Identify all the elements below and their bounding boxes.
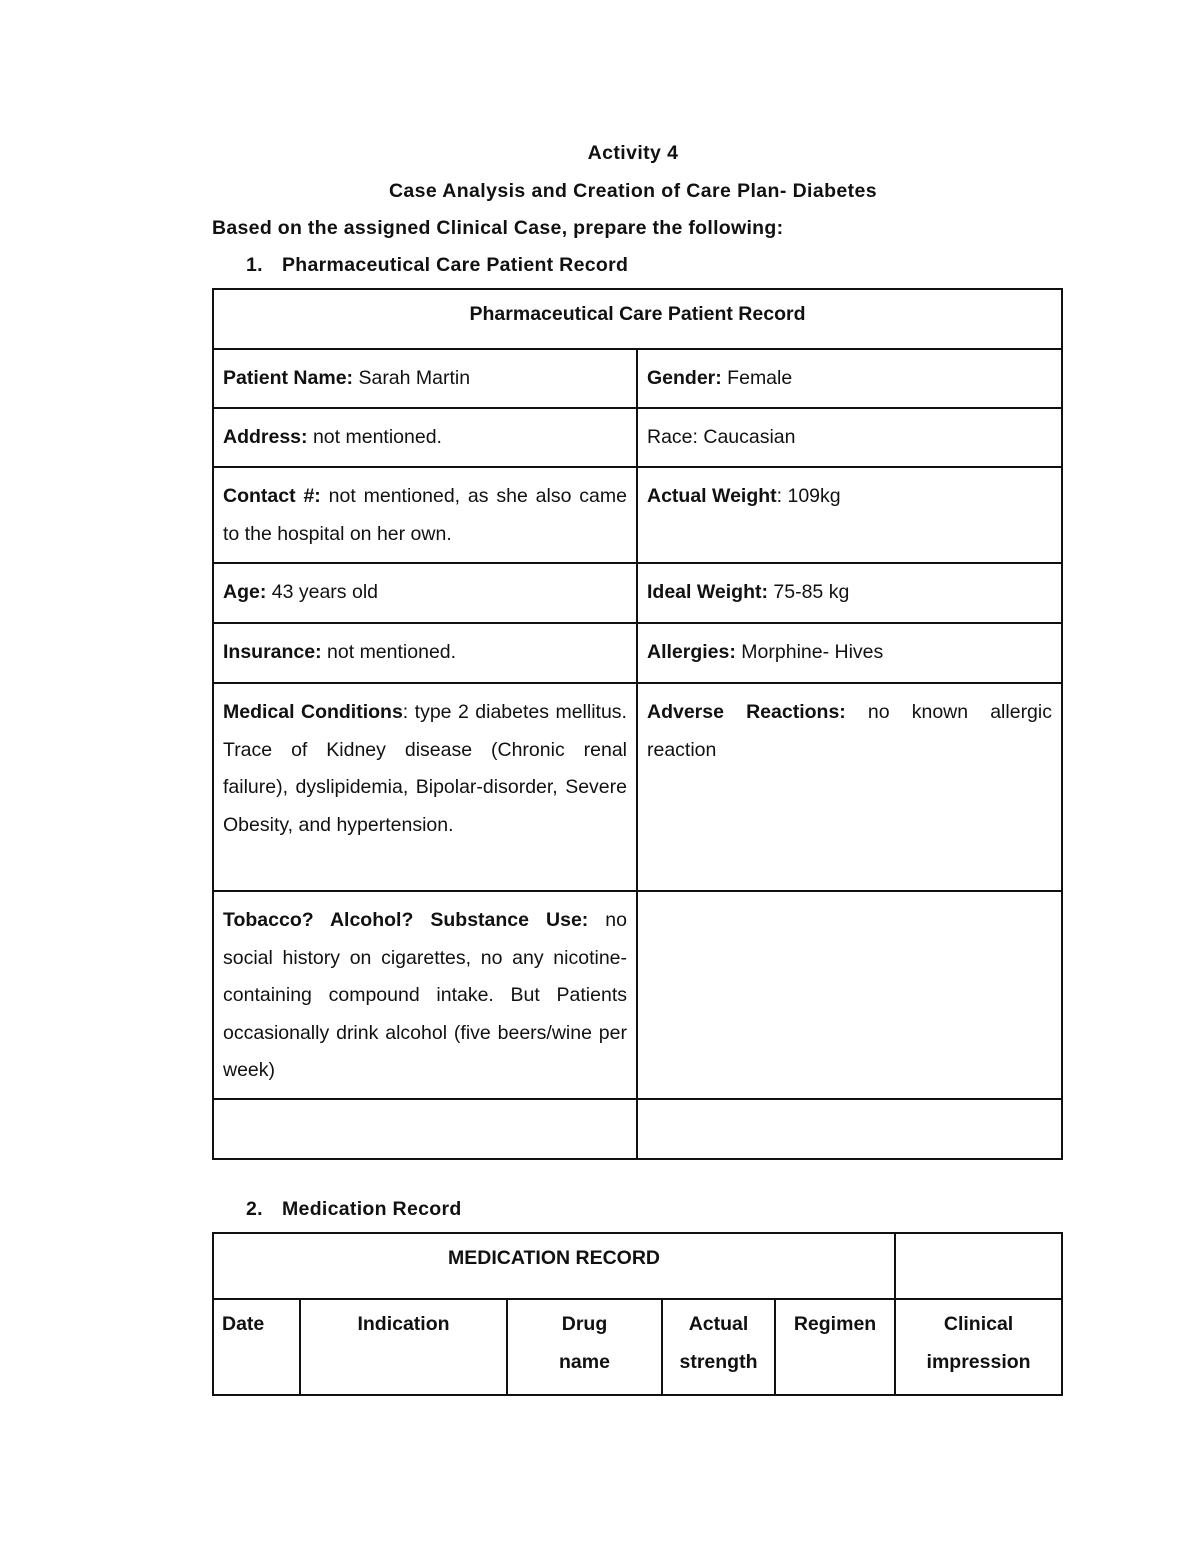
age-cell (213, 563, 637, 623)
instructions-text: Based on the assigned Clinical Case, prepare the following: (212, 217, 784, 239)
patient-name-cell (213, 349, 637, 408)
field-value: not mentioned. (307, 426, 442, 448)
column-header-regimen: Regimen (775, 1299, 895, 1395)
column-header-actual-strength: Actual strength (662, 1299, 775, 1395)
activity-subtitle: Case Analysis and Creation of Care Plan- Diabetes (388, 180, 878, 202)
column-header-drug-name (507, 1299, 662, 1395)
section-title: Pharmaceutical Care Patient Record (282, 254, 629, 276)
column-header-text: Clinical impression (926, 1313, 1031, 1373)
medication-record-header: MEDICATION RECORD (213, 1233, 895, 1299)
field-value: no social history on cigarettes, no any nicotine- containing compound intake. But Patients occasionally drink alcohol (five beers/wine per week) (223, 909, 627, 1081)
field-value: : 109kg (776, 485, 841, 507)
field-value: Morphine- Hives (735, 641, 884, 663)
actual-weight-cell (637, 467, 1062, 563)
section-number: 1. (246, 254, 263, 276)
field-label: Adverse Reactions: (647, 701, 846, 723)
field-value: 75-85 kg (767, 581, 850, 603)
field-value: no known allergic reaction (647, 701, 1052, 761)
column-header-date: Date (213, 1299, 300, 1395)
patient-record-header: Pharmaceutical Care Patient Record (213, 289, 1062, 349)
field-value: Sarah Martin (353, 367, 471, 389)
field-label: Contact #: (223, 485, 321, 507)
section-title: Medication Record (282, 1198, 462, 1220)
empty-cell (637, 891, 1062, 1099)
empty-cell (637, 1099, 1062, 1159)
field-label: Gender: (647, 367, 722, 389)
empty-cell (895, 1233, 1062, 1299)
field-value: : type 2 diabetes mellitus. Trace of Kidney disease (Chronic renal failure), dyslipidemia, Bipolar-disorder, Severe Obesity, and hypertension. (223, 701, 627, 836)
allergies-cell (637, 623, 1062, 683)
race-cell (637, 408, 1062, 467)
field-value: Race: Caucasian (647, 426, 796, 448)
field-label: Ideal Weight: (647, 581, 768, 603)
field-value: not mentioned, as she also came to the hospital on her own. (223, 485, 627, 545)
substance-use-cell (213, 891, 637, 1099)
field-label: Patient Name: (223, 367, 354, 389)
field-value: Female (721, 367, 793, 389)
section-heading-patient-record (246, 254, 628, 277)
insurance-cell (213, 623, 637, 683)
field-label: Age: (223, 581, 267, 603)
gender-cell (637, 349, 1062, 408)
medical-conditions-cell (213, 683, 637, 891)
column-header-clinical-impression (895, 1299, 1062, 1395)
field-label: Medical Conditions (223, 701, 403, 723)
field-label: Allergies: (647, 641, 736, 663)
address-cell (213, 408, 637, 467)
field-label: Address: (223, 426, 308, 448)
contact-cell (213, 467, 637, 563)
field-value: 43 years old (266, 581, 378, 603)
field-label: Insurance: (223, 641, 322, 663)
field-label: Tobacco? Alcohol? Substance Use: (223, 909, 589, 931)
section-heading-medication-record (246, 1198, 462, 1221)
field-value: not mentioned. (321, 641, 457, 663)
column-header-indication: Indication (300, 1299, 507, 1395)
medication-record-table (212, 1232, 1063, 1396)
empty-cell (213, 1099, 637, 1159)
column-header-text: Drug name (559, 1313, 610, 1373)
patient-record-table (212, 288, 1063, 1160)
adverse-reactions-cell (637, 683, 1062, 891)
ideal-weight-cell (637, 563, 1062, 623)
activity-title: Activity 4 (587, 142, 679, 164)
field-label: Actual Weight (647, 485, 777, 507)
section-number: 2. (246, 1198, 263, 1220)
